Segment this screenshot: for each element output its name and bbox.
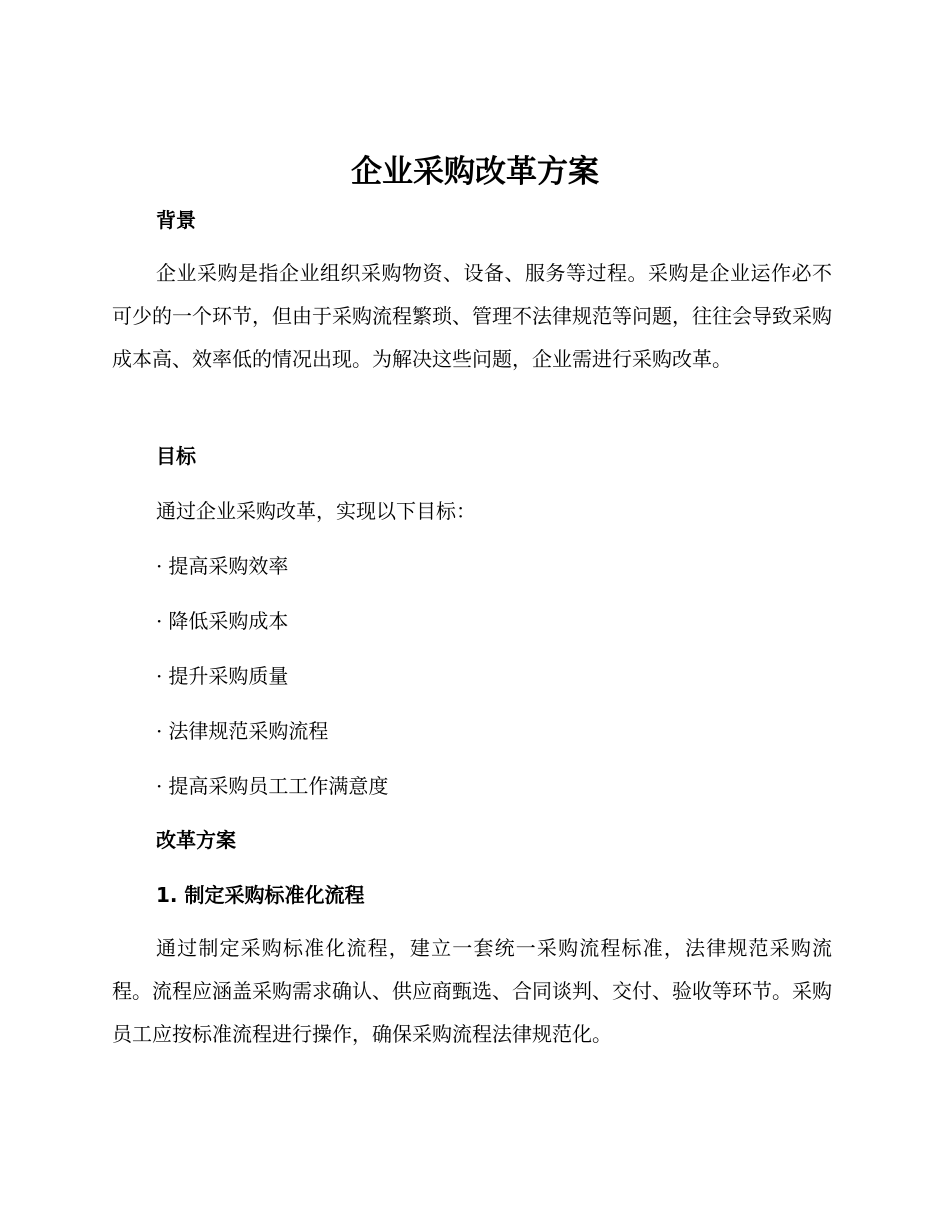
goal-list-item: [156, 716, 328, 746]
bullet-symbol: ·: [156, 774, 163, 798]
goal-list-item: [156, 661, 288, 691]
goal-item-label: 提升采购质量: [168, 664, 289, 688]
bullet-symbol: ·: [156, 554, 163, 578]
goal-item-label: 提高采购员工工作满意度: [168, 774, 389, 798]
background-paragraph: 企业采购是指企业组织采购物资、设备、服务等过程。采购是企业运作必不可少的一个环节，但由于采购流程繁琐、管理不法律规范等问题，往往会导致采购成本高、效率低的情况出现。为解决这些问题，企业需进行采购改革。: [112, 261, 832, 371]
goals-intro: 通过企业采购改革，实现以下目标：: [156, 499, 476, 523]
bullet-symbol: ·: [156, 609, 163, 633]
bullet-symbol: ·: [156, 664, 163, 688]
section-heading-plan: 改革方案: [156, 828, 236, 852]
goal-item-label: 提高采购效率: [168, 554, 289, 578]
goal-list-item: [156, 771, 388, 801]
goal-list-item: [156, 551, 288, 581]
bullet-symbol: ·: [156, 719, 163, 743]
plan-subheading: 1. 制定采购标准化流程: [156, 883, 365, 907]
goal-list-item: [156, 606, 288, 636]
section-heading-goals: 目标: [156, 444, 196, 468]
goal-item-label: 法律规范采购流程: [168, 719, 329, 743]
plan-paragraph: 通过制定采购标准化流程，建立一套统一采购流程标准，法律规范采购流程。流程应涵盖采购需求确认、供应商甄选、合同谈判、交付、验收等环节。采购员工应按标准流程进行操作，确保采购流程法律规范化。: [112, 936, 832, 1046]
section-heading-background: 背景: [156, 208, 196, 232]
goal-item-label: 降低采购成本: [168, 609, 289, 633]
document-title: 企业采购改革方案: [351, 154, 599, 190]
